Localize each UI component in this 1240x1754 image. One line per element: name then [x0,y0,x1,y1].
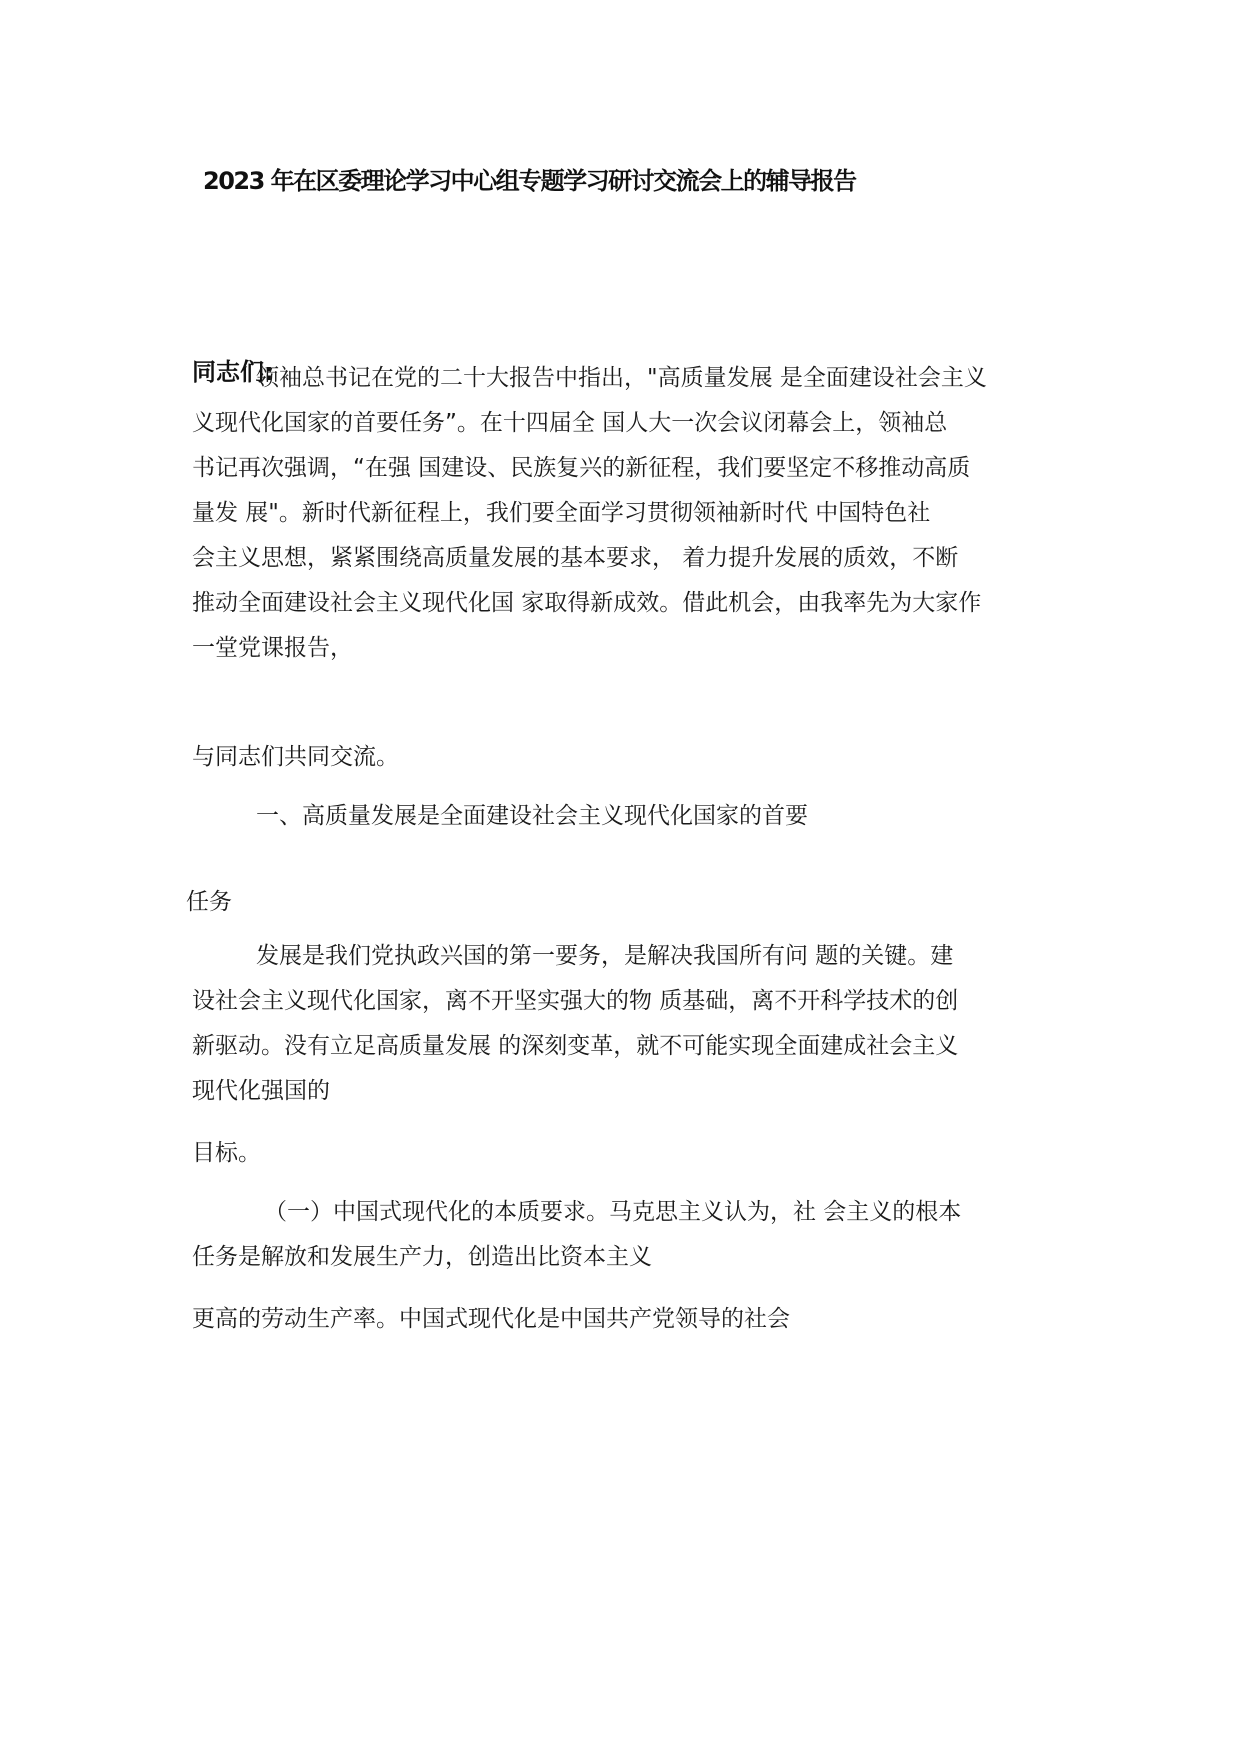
paragraph-line: 任务是解放和发展生产力，创造出比资本主义 [192,1244,652,1270]
paragraph-line: 更高的劳动生产率。中国式现代化是中国共产党领导的社会 [192,1306,790,1332]
heading-line: 一、高质量发展是全面建设社会主义现代化国家的首要 [256,803,808,829]
paragraph-line: 与同志们共同交流。 [192,744,399,770]
paragraph-line: 发展是我们党执政兴国的第一要务，是解决我国所有问 题的关键。建 [256,943,954,969]
heading-line: 任务 [186,889,232,915]
paragraph-1 [192,356,1072,671]
paragraph-line: 现代化强国的 [192,1078,330,1104]
paragraph-line: 量发 展"。新时代新征程上，我们要全面学习贯彻领袖新时代 中国特色社 [192,500,931,526]
salutation: 同志们: [192,358,274,386]
paragraph-line: 推动全面建设社会主义现代化国 家取得新成效。借此机会，由我率先为大家作 [192,590,982,616]
paragraph-line: 新驱动。没有立足高质量发展 的深刻变革，就不可能实现全面建成社会主义 [192,1033,959,1059]
paragraph-line: 义现代化国家的首要任务”。在十四届全 国人大一次会议闭幕会上，领袖总 [192,410,948,436]
paragraph-2 [192,934,1072,1114]
section-heading-1-tail [186,880,1066,925]
paragraph-1-tail [192,735,1072,780]
paragraph-line: 目标。 [192,1140,261,1166]
paragraph-3 [192,1190,1072,1280]
paragraph-line: 领袖总书记在党的二十大报告中指出，"高质量发展 是全面建设社会主义 [256,365,987,391]
document-title: 2023 年在区委理论学习中心组专题学习研讨交流会上的辅导报告 [203,167,856,195]
paragraph-line: 书记再次强调，“在强 国建设、民族复兴的新征程，我们要坚定不移推动高质 [192,455,971,481]
paragraph-line: 一堂党课报告， [192,635,353,661]
section-heading-1 [192,794,1072,839]
paragraph-3-tail [192,1297,1072,1342]
paragraph-line: 设社会主义现代化国家，离不开坚实强大的物 质基础，离不开科学技术的创 [192,988,959,1014]
paragraph-2-tail [192,1131,1072,1176]
paragraph-line: 会主义思想，紧紧围绕高质量发展的基本要求， 着力提升发展的质效，不断 [192,545,959,571]
paragraph-line: （一）中国式现代化的本质要求。马克思主义认为，社 会主义的根本 [264,1199,962,1225]
